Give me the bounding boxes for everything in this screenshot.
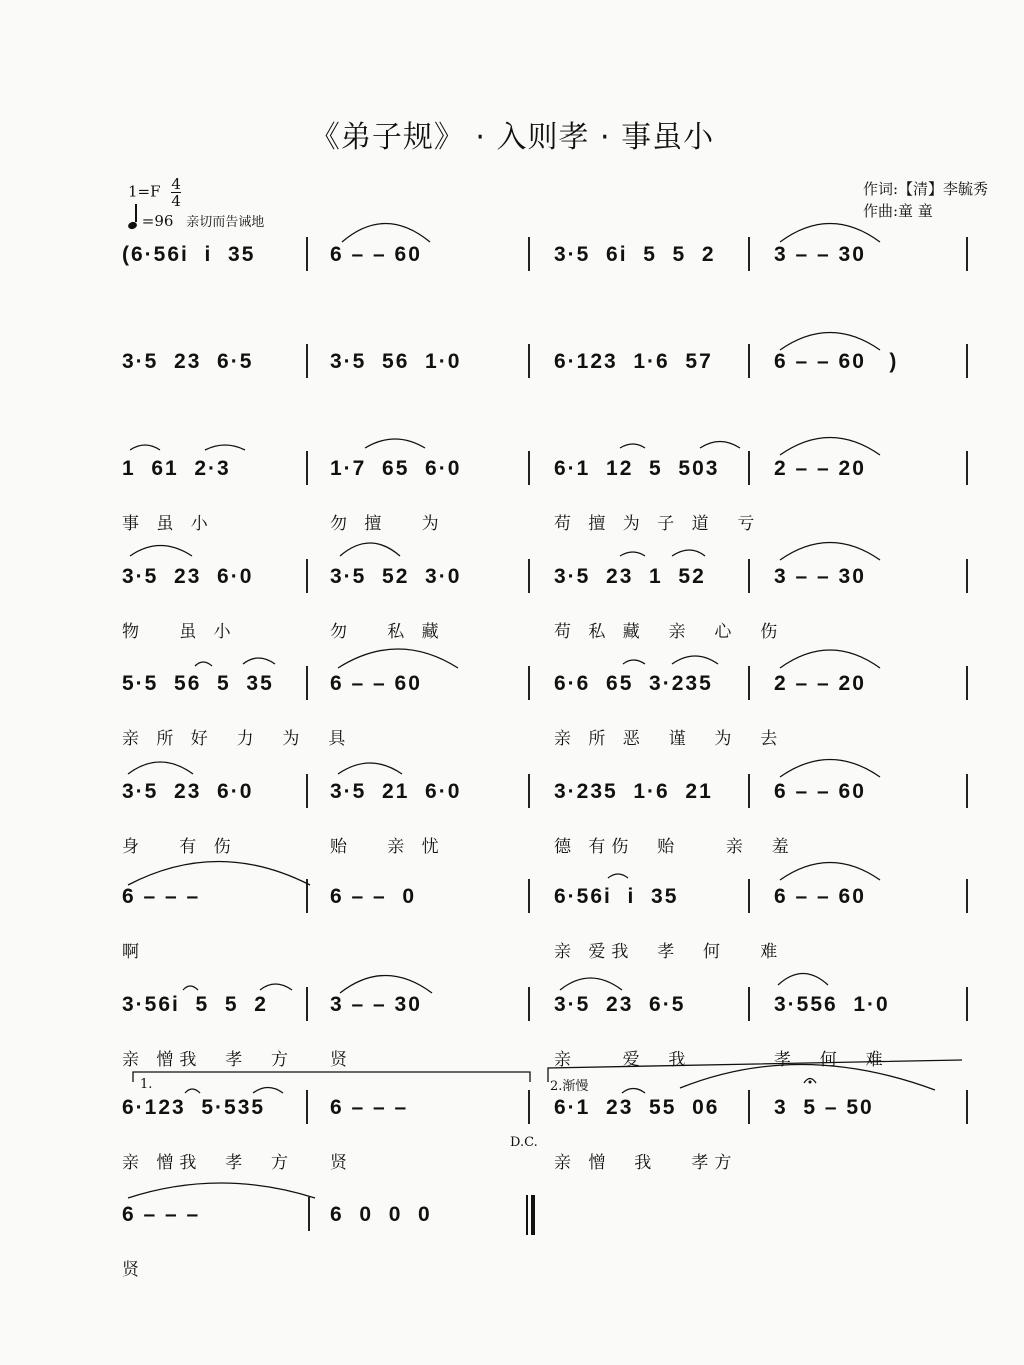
measure-notes: 6 – – – bbox=[122, 885, 201, 908]
lyricist: 作词:【清】李毓秀 bbox=[862, 180, 988, 198]
time-top: 4 bbox=[171, 175, 181, 193]
bar-line bbox=[528, 879, 530, 913]
measure-notes: 3·5 23 6·0 bbox=[122, 565, 254, 588]
measure-notes: 6 – – 60 bbox=[774, 885, 866, 908]
bar-line bbox=[528, 344, 530, 378]
lyric-line: 贤 bbox=[122, 1260, 145, 1280]
bar-line bbox=[528, 451, 530, 485]
measure-notes: 1·7 65 6·0 bbox=[330, 457, 462, 480]
lyric-line: 勿 擅 为 bbox=[330, 514, 445, 534]
measure-notes: 6·123 1·6 57 bbox=[554, 350, 713, 373]
bar-line bbox=[748, 666, 750, 700]
measure-notes: 2 – – 20 bbox=[774, 457, 866, 480]
measure-notes: 3·5 52 3·0 bbox=[330, 565, 462, 588]
lyric-line: 身 有 伤 bbox=[122, 837, 237, 857]
measure-notes: 3·235 1·6 21 bbox=[554, 780, 713, 803]
bar-line bbox=[748, 237, 750, 271]
tempo-marking bbox=[128, 208, 264, 230]
bar-line bbox=[528, 1090, 530, 1124]
measure-notes: 3·5 23 6·5 bbox=[554, 993, 686, 1016]
lyric-line: 啊 bbox=[122, 942, 145, 962]
measure-notes: 3·556 1·0 bbox=[774, 993, 890, 1016]
measure-notes: 3·5 56 1·0 bbox=[330, 350, 462, 373]
measure-notes: 6·1 23 55 06 bbox=[554, 1096, 720, 1119]
measure-notes: 6 – – – bbox=[122, 1203, 201, 1226]
bar-line bbox=[306, 451, 308, 485]
measure-notes: 3 5 – 50 bbox=[774, 1096, 874, 1119]
time-signature bbox=[171, 176, 181, 209]
lyric-line: 亲 爱我 孝 何 难 bbox=[554, 942, 784, 962]
composer: 作曲:童 童 bbox=[862, 202, 933, 220]
measure-notes: 2 – – 20 bbox=[774, 672, 866, 695]
bar-line bbox=[306, 774, 308, 808]
measure-notes: 6 – – – bbox=[330, 1096, 409, 1119]
bar-line bbox=[966, 237, 968, 271]
measure-notes: 3·5 23 1 52 bbox=[554, 565, 706, 588]
measure-notes: (6·56i i 35 bbox=[122, 243, 256, 266]
tempo-bpm: =96 bbox=[141, 212, 174, 230]
lyric-line: 物 虽 小 bbox=[122, 622, 237, 642]
measure-notes: 6 – – 60 bbox=[330, 243, 422, 266]
bar-line bbox=[748, 987, 750, 1021]
score-title: 《弟子规》 · 入则孝 · 事虽小 bbox=[309, 120, 715, 155]
measure-notes: 3·5 23 6·0 bbox=[122, 780, 254, 803]
bar-line bbox=[306, 559, 308, 593]
measure-notes: 6 – – 60 bbox=[330, 672, 422, 695]
measure-notes: 6 – – 60 bbox=[774, 780, 866, 803]
lyric-line: 贤 bbox=[330, 1153, 353, 1173]
lyric-line: 亲 憎 我 孝方 bbox=[554, 1153, 738, 1173]
lyric-line: 亲 爱 我 bbox=[554, 1050, 692, 1070]
volta-second: 2.渐慢 bbox=[550, 1079, 589, 1094]
bar-line bbox=[306, 879, 308, 913]
bar-line bbox=[748, 344, 750, 378]
bar-line bbox=[528, 987, 530, 1021]
lyric-line: 苟 私 藏 亲 心 伤 bbox=[554, 622, 784, 642]
lyric-line: 事 虽 小 bbox=[122, 514, 214, 534]
measure-notes: 6 – – 0 bbox=[330, 885, 417, 908]
volta-first: 1. bbox=[140, 1077, 153, 1092]
bar-line bbox=[306, 666, 308, 700]
bar-line bbox=[528, 559, 530, 593]
lyric-line: 勿 私 藏 bbox=[330, 622, 445, 642]
expression-text: 亲切而告诫地 bbox=[186, 215, 265, 230]
bar-line bbox=[306, 987, 308, 1021]
bar-line bbox=[748, 879, 750, 913]
bar-line bbox=[966, 559, 968, 593]
bar-line bbox=[528, 774, 530, 808]
measure-notes: 5·5 56 5 35 bbox=[122, 672, 274, 695]
lyric-line: 贤 bbox=[330, 1050, 353, 1070]
measure-notes: 3·5 21 6·0 bbox=[330, 780, 462, 803]
lyric-line: 孝 何 难 bbox=[774, 1050, 889, 1070]
measure-notes: 3·5 23 6·5 bbox=[122, 350, 254, 373]
measure-notes: 6·6 65 3·235 bbox=[554, 672, 713, 695]
bar-line bbox=[748, 774, 750, 808]
da-capo: D.C. bbox=[510, 1135, 538, 1150]
bar-line bbox=[528, 237, 530, 271]
measure-notes: 3 – – 30 bbox=[774, 243, 866, 266]
bar-line bbox=[308, 1197, 310, 1231]
credits bbox=[863, 178, 988, 222]
bar-line bbox=[966, 879, 968, 913]
bar-line bbox=[966, 344, 968, 378]
lyric-line: 苟 擅 为 子 道 亏 bbox=[554, 514, 761, 534]
measure-notes: 3 – – 30 bbox=[330, 993, 422, 1016]
measure-notes: 6 – – 60 ) bbox=[774, 350, 899, 373]
bar-line bbox=[748, 559, 750, 593]
bar-line bbox=[966, 774, 968, 808]
note-stem-icon bbox=[135, 204, 137, 222]
bar-line bbox=[966, 666, 968, 700]
bar-line bbox=[966, 987, 968, 1021]
bar-line bbox=[306, 237, 308, 271]
measure-notes: 6·56i i 35 bbox=[554, 885, 679, 908]
measure-notes: 3 – – 30 bbox=[774, 565, 866, 588]
bar-line bbox=[748, 1090, 750, 1124]
bar-line bbox=[306, 1090, 308, 1124]
lyric-line: 亲 所 好 力 为 具 bbox=[122, 729, 352, 749]
measure-notes: 6·123 5·535 bbox=[122, 1096, 266, 1119]
bar-line bbox=[528, 666, 530, 700]
lyric-line: 德 有伤 贻 亲 羞 bbox=[554, 837, 795, 857]
quarter-note-icon bbox=[127, 221, 138, 231]
lyric-line: 亲 所 恶 谨 为 去 bbox=[554, 729, 784, 749]
measure-notes: 3·56i 5 5 2 bbox=[122, 993, 268, 1016]
measure-notes: 1 61 2·3 bbox=[122, 457, 231, 480]
measure-notes: 6·1 12 5 503 bbox=[554, 457, 720, 480]
bar-line bbox=[966, 1090, 968, 1124]
lyric-line: 贻 亲 忧 bbox=[330, 837, 445, 857]
measure-notes: 6 0 0 0 bbox=[330, 1203, 432, 1226]
bar-line bbox=[748, 451, 750, 485]
lyric-line: 亲 憎我 孝 方 bbox=[122, 1050, 295, 1070]
bar-line bbox=[966, 451, 968, 485]
lyric-line: 亲 憎我 孝 方 bbox=[122, 1153, 295, 1173]
measure-notes: 3·5 6i 5 5 2 bbox=[554, 243, 716, 266]
bar-line bbox=[306, 344, 308, 378]
key-label: 1=F bbox=[128, 182, 161, 201]
time-bottom: 4 bbox=[171, 192, 181, 210]
